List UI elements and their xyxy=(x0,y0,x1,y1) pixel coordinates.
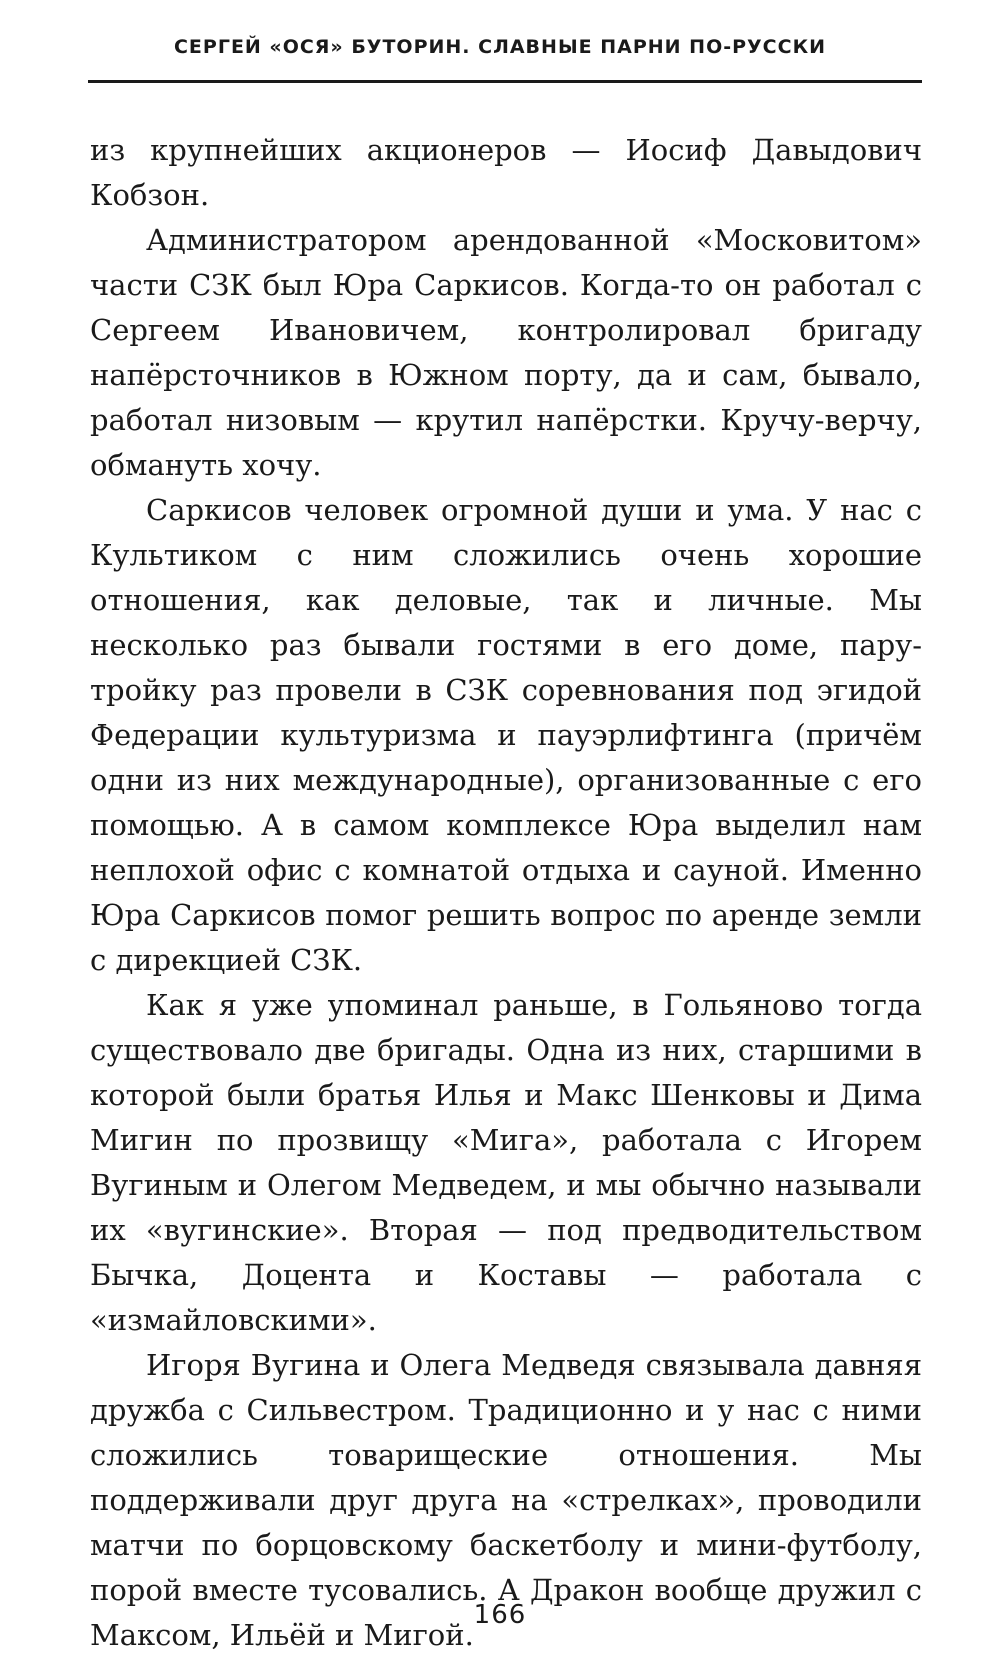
paragraph: Администратором арендованной «Московитом» части СЗК был Юра Саркисов. Когда-то он работал с Сергеем Ивановичем, контролировал бригаду напёрсточников в Южном порту, да и сам, бывало, работал низовым — крутил напёрстки. Кручу-верчу, обмануть хочу. xyxy=(90,223,922,482)
body-text xyxy=(90,128,922,1658)
page-number: 166 xyxy=(473,1600,527,1630)
paragraph: из крупнейших акционеров — Иосиф Давыдович Кобзон. xyxy=(90,133,922,212)
running-head: СЕРГЕЙ «ОСЯ» БУТОРИН. СЛАВНЫЕ ПАРНИ ПО-РУССКИ xyxy=(173,36,827,58)
header-rule xyxy=(88,80,922,83)
paragraph: Саркисов человек огромной души и ума. У нас с Культиком с ним сложились очень хорошие отношения, как деловые, так и личные. Мы несколько раз бывали гостями в его доме, пару-тройку раз провели в СЗК соревнования под эгидой Федерации культуризма и пауэрлифтинга (причём одни из них международные), организованные с его помощью. А в самом комплексе Юра выделил нам неплохой офис с комнатой отдыха и сауной. Именно Юра Саркисов помог решить вопрос по аренде земли с дирекцией СЗК. xyxy=(90,493,922,977)
paragraph: Как я уже упоминал раньше, в Гольяново тогда существовало две бригады. Одна из них, старшими в которой были братья Илья и Макс Шенковы и Дима Мигин по прозвищу «Мига», работала с Игорем Вугиным и Олегом Медведем, и мы обычно называли их «вугинские». Вторая — под предводительством Бычка, Доцента и Коставы — работала с «измайловскими». xyxy=(90,988,922,1337)
paragraph: Игоря Вугина и Олега Медведя связывала давняя дружба с Сильвестром. Традиционно и у нас с ними сложились товарищеские отношения. Мы поддерживали друг друга на «стрелках», проводили матчи по борцовскому баскетболу и мини-футболу, порой вместе тусовались. А Дракон вообще дружил с Максом, Ильёй и Мигой. xyxy=(90,1348,922,1652)
